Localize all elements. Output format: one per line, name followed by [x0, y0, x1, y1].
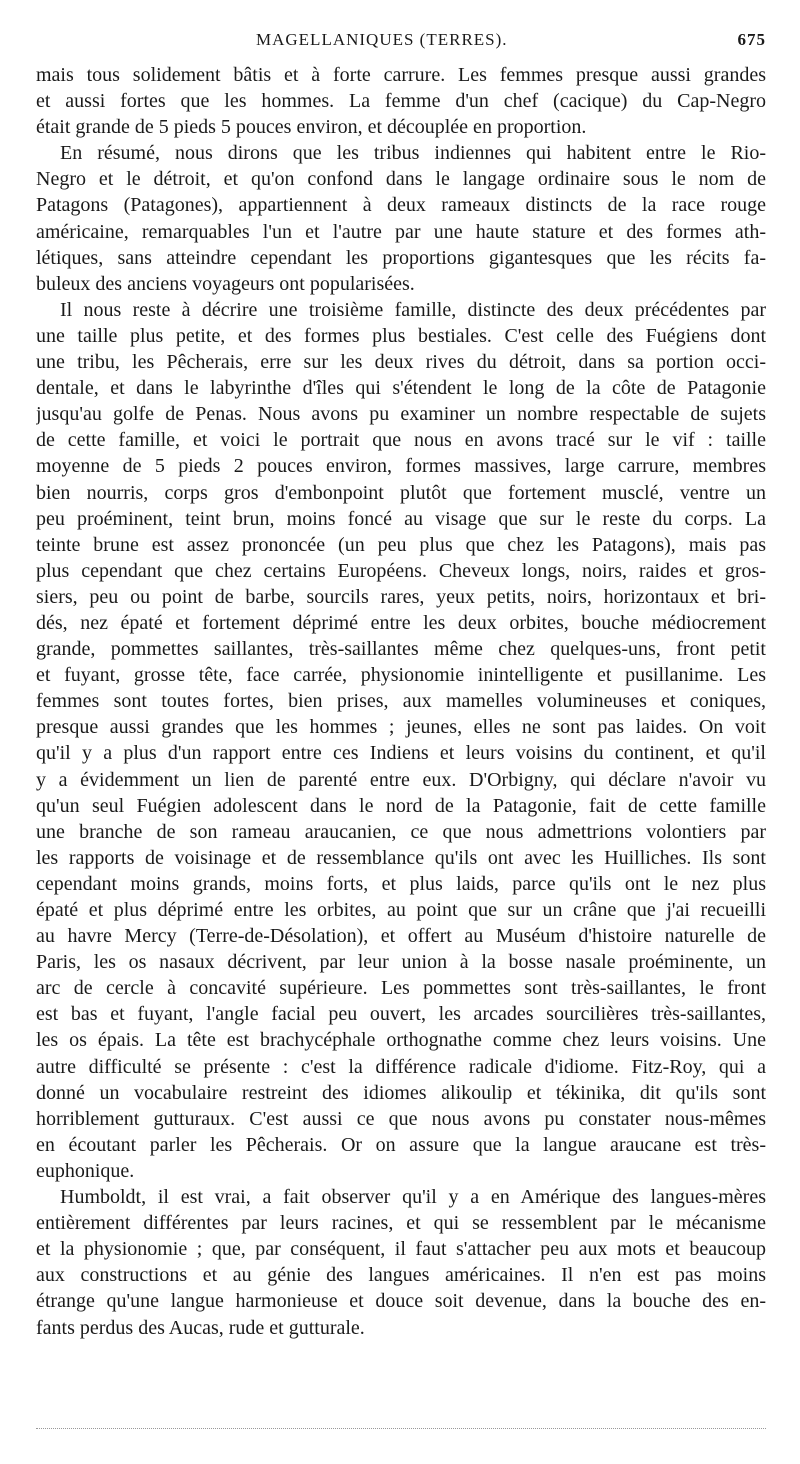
text-line: En résumé, nous dirons que les tribus indiennes qui habitent entre le Rio- — [60, 142, 766, 165]
text-line: létiques, sans atteindre cependant les proportions gigantesques que les récits fa- — [36, 246, 766, 269]
text-line: et fuyant, grosse tête, face carrée, physionomie inintelligente et pusillanime. Les — [36, 664, 766, 687]
text-line: grande, pommettes saillantes, très-saillantes même chez quelques-uns, front petit — [36, 638, 766, 661]
text-line: euphonique. — [36, 1159, 135, 1182]
text-line: jusqu'au golfe de Penas. Nous avons pu examiner un nombre respectable de sujets — [36, 403, 766, 426]
text-line: Il nous reste à décrire une troisième famille, distincte des deux précédentes par — [60, 298, 766, 321]
text-line: y a évidemment un lien de parenté entre eux. D'Orbigny, qui déclare n'avoir vu — [36, 768, 766, 791]
running-head — [36, 30, 766, 56]
text-line: siers, peu ou point de barbe, sourcils rares, yeux petits, noirs, horizontaux et bri- — [36, 585, 766, 608]
text-line: femmes sont toutes fortes, bien prises, aux mamelles volumineuses et coniques, — [36, 690, 766, 713]
text-line: autre difficulté se présente : c'est la différence radicale d'idiome. Fitz-Roy, qui a — [36, 1055, 766, 1078]
book-page — [36, 0, 766, 1464]
text-line: aux constructions et au génie des langues américaines. Il n'en est pas moins — [36, 1264, 766, 1287]
text-line: Negro et le détroit, et qu'on confond dans le langage ordinaire sous le nom de — [36, 168, 766, 191]
text-line: et la physionomie ; que, par conséquent, il faut s'attacher peu aux mots et beaucoup — [36, 1238, 766, 1261]
text-line: fants perdus des Aucas, rude et gutturale. — [36, 1316, 365, 1339]
text-line: donné un vocabulaire restreint des idiomes alikoulip et tékinika, dit qu'ils sont — [36, 1081, 766, 1104]
text-line: est bas et fuyant, l'angle facial peu ouvert, les arcades sourcilières très-saillantes, — [36, 1003, 766, 1026]
text-line: buleux des anciens voyageurs ont popularisées. — [36, 272, 415, 295]
text-line: les os épais. La tête est brachycéphale orthognathe comme chez leurs voisins. Une — [36, 1029, 766, 1052]
text-line: américaine, remarquables l'un et l'autre par une haute stature et des formes ath- — [36, 220, 766, 243]
text-line: Humboldt, il est vrai, a fait observer qu'il y a en Amérique des langues-mères — [60, 1186, 766, 1209]
text-line: moyenne de 5 pieds 2 pouces environ, formes massives, large carrure, membres — [36, 455, 766, 478]
text-line: en écoutant parler les Pêcherais. Or on assure que la langue araucane est très- — [36, 1133, 766, 1156]
text-line: une branche de son rameau araucanien, ce que nous admettrions volontiers par — [36, 820, 766, 843]
text-line: dentale, et dans le labyrinthe d'îles qui s'étendent le long de la côte de Patagonie — [36, 377, 766, 400]
text-line: une taille plus petite, et des formes plus bestiales. C'est celle des Fuégiens dont — [36, 324, 766, 347]
text-line: mais tous solidement bâtis et à forte carrure. Les femmes presque aussi grandes — [36, 64, 766, 86]
text-line: les rapports de voisinage et de ressemblance qu'ils ont avec les Huilliches. Ils sont — [36, 846, 766, 869]
text-line: Patagons (Patagones), appartiennent à deux rameaux distincts de la race rouge — [36, 194, 766, 217]
running-title: MAGELLANIQUES (TERRES). — [256, 30, 508, 49]
body-text — [36, 62, 766, 1341]
text-line: peu proéminent, teint brun, moins foncé au visage que sur le reste du corps. La — [36, 507, 766, 530]
text-line: de cette famille, et voici le portrait que nous en avons tracé sur le vif : taille — [36, 429, 766, 452]
text-line: étrange qu'une langue harmonieuse et douce soit devenue, dans la bouche des en- — [36, 1290, 766, 1313]
text-line: horriblement gutturaux. C'est aussi ce que nous avons pu constater nous-mêmes — [36, 1107, 766, 1130]
text-line: entièrement différentes par leurs racines, et qui se ressemblent par le mécanisme — [36, 1212, 766, 1235]
text-line: bien nourris, corps gros d'embonpoint plutôt que fortement musclé, ventre un — [36, 481, 766, 504]
text-line: épaté et plus déprimé entre les orbites, au point que sur un crâne que j'ai recueilli — [36, 899, 766, 921]
text-line: et aussi fortes que les hommes. La femme d'un chef (cacique) du Cap-Negro — [36, 90, 766, 113]
footer-rule — [36, 1428, 766, 1429]
text-line: plus cependant que chez certains Européens. Cheveux longs, noirs, raides et gros- — [36, 559, 766, 582]
text-line: cependant moins grands, moins forts, et plus laids, parce qu'ils ont le nez plus — [36, 872, 766, 895]
text-line: qu'un seul Fuégien adolescent dans le nord de la Patagonie, fait de cette famille — [36, 794, 766, 817]
text-line: presque aussi grandes que les hommes ; jeunes, elles ne sont pas laides. On voit — [36, 716, 766, 739]
page-number: 675 — [737, 30, 766, 49]
text-line: teinte brune est assez prononcée (un peu plus que chez les Patagons), mais pas — [36, 533, 766, 556]
text-line: au havre Mercy (Terre-de-Désolation), et offert au Muséum d'histoire naturelle de — [36, 925, 766, 948]
text-line: Paris, les os nasaux décrivent, par leur union à la bosse nasale proéminente, un — [36, 951, 766, 974]
text-line: était grande de 5 pieds 5 pouces environ, et découplée en proportion. — [36, 116, 587, 139]
text-line: qu'il y a plus d'un rapport entre ces Indiens et leurs voisins du continent, et qu'il — [36, 742, 766, 765]
text-line: arc de cercle à concavité supérieure. Les pommettes sont très-saillantes, le front — [36, 977, 766, 1000]
text-line: dés, nez épaté et fortement déprimé entre les deux orbites, bouche médiocrement — [36, 611, 766, 634]
text-line: une tribu, les Pêcherais, erre sur les deux rives du détroit, dans sa portion occi- — [36, 351, 766, 374]
